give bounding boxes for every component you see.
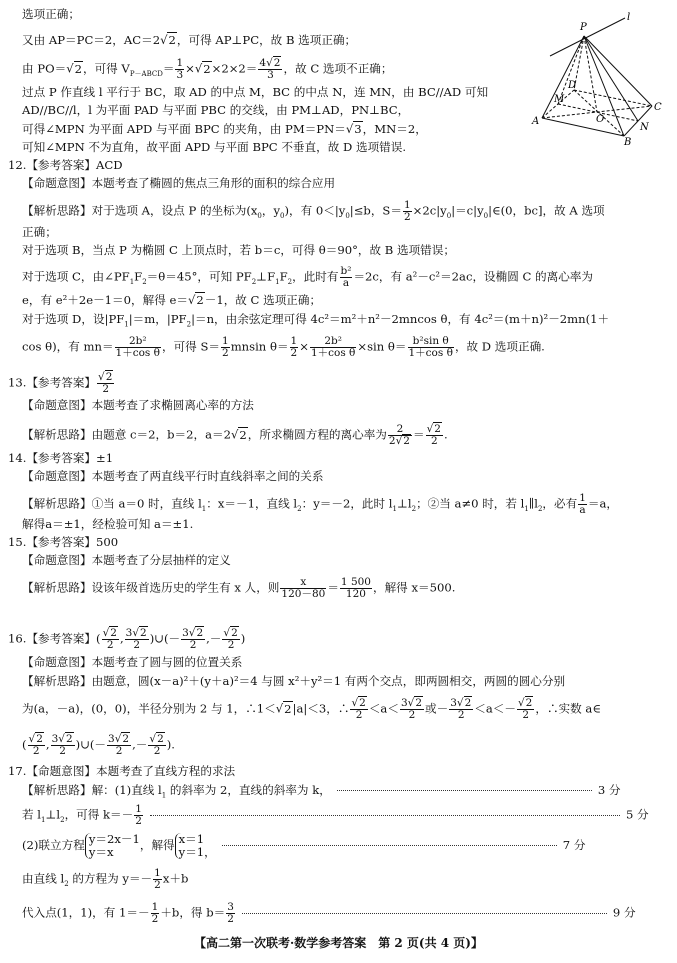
q13-solution: 【解析思路】由题意 c＝2，b＝2，a＝2√2，所求椭圆方程的离心率为 $\frac{2}{2√2}$ ＝ $\frac{√2}{2}$ .: [22, 423, 448, 447]
q14-line2: 解得a＝±1，经检验可知 a＝±1.: [22, 517, 194, 531]
fig-label-p: P: [580, 22, 587, 33]
q15-answer: 15.【参考答案】500: [8, 535, 119, 549]
q16-intent: 【命题意图】本题考查了圆与圆的位置关系: [22, 655, 243, 669]
q12-option-d: 对于选项 D，设$|PF_1|=m$，$|PF_2|=n$，由余弦定理可得 4c²＝m²＋n²－2mncos θ，有 4c²＝(m＋n)²－2mn(1＋: [22, 312, 610, 329]
q14-answer: 14.【参考答案】±1: [8, 451, 114, 465]
q11-line7: 可知∠MPN 不为直角，故平面 APD 与平面 BPC 不垂直，故 D 选项错误.: [22, 140, 407, 154]
q16-solution: 【解析思路】由题意，圆(x－a)²＋(y＋a)²＝4 与圆 x²＋y²＝1 有两个交点，即两圆相交，两圆的圆心分别: [22, 674, 566, 688]
q12-option-b: 对于选项 B，当点 P 为椭圆 C 上顶点时，若 b＝c，可得 θ＝90°，故 B 选项错误；: [22, 243, 455, 257]
q17-intent: 17.【命题意图】本题考查了直线方程的求法: [8, 764, 236, 778]
q11-line1: 选项正确；: [22, 7, 80, 21]
fig-label-c: C: [654, 102, 662, 113]
q11-line3: 由 PO＝√2，可得 $V_{P-ABCD}=$ $\frac{1}{3}$ ×√2×2×2＝ $\frac{4√2}{3}$ ，故 C 选项不正确；: [22, 57, 393, 81]
fig-label-d: D: [568, 80, 577, 91]
q15-solution: 【解析思路】设该年级首选历史的学生有 x 人，则 $\frac{x}{120-80}$ ＝ $\frac{1 500}{120}$ ，解得 x＝500.: [22, 576, 456, 600]
q17-part2: (2)联立方程 y＝2x－1 y＝x ，解得 x＝1 y＝1， 7 分: [22, 832, 586, 859]
fig-label-o: O: [596, 114, 605, 125]
q12-solution-a: 【解析思路】对于选项 A，设点 P 的坐标为($x_0$，$y_0$)，有 $0<|y_0|\le b$，S＝ $\frac{1}{2}$ $\times 2c|y_0|=c|y_0|\in(0$，bc]，故 A 选项: [22, 199, 605, 223]
fig-label-b: B: [624, 137, 632, 146]
q11-line4: 过点 P 作直线 l 平行于 BC，取 AD 的中点 M，BC 的中点 N，连 MN，由 BC//AD 可知: [22, 85, 489, 99]
q17-line4: 由直线 $l_2$ 的方程为 y＝－ $\frac{1}{2}$ x＋b: [22, 867, 189, 891]
fig-label-a: A: [532, 116, 540, 127]
q17-line2: 若 $l_1\perp l_2$，可得 k＝－ $\frac{1}{2}$ 5 分: [22, 803, 649, 827]
q12-line7: cos θ)，有 mn＝ $\frac{\text{2b²}}{\text{1＋cos θ}}$ ，可得 S＝ $\frac{1}{2}$ mnsin θ＝ $\frac{1}{2}$ × $\frac{\text{2b²}}{\text{1＋cos θ}}$ ×sin θ＝ $\frac{\text{b²sin θ}}{\text{1＋cos θ}}$ ，故 D 选项正确.: [22, 335, 545, 359]
q14-intent: 【命题意图】本题考查了两直线平行时直线斜率之间的关系: [22, 469, 324, 483]
q13-answer: 13.【参考答案】 $\frac{√2}{2}$: [8, 371, 113, 395]
q12-intent: 【命题意图】本题考查了椭圆的焦点三角形的面积的综合应用: [22, 176, 336, 190]
page-footer: 【高二第一次联考·数学参考答案 第 2 页(共 4 页)】: [194, 936, 483, 950]
fig-label-l: l: [627, 12, 631, 23]
fig-label-n: N: [640, 122, 649, 133]
q14-solution: 【解析思路】①当 a＝0 时，直线 $l_1$：x＝－1，直线 $l_2$：y＝－2，此时 $l_1\perp l_2$；②当 a≠0 时，若 $l_1\parallel l_2$，必有 $\frac{1}{a}$ ＝a，: [22, 492, 619, 516]
q11-line6: 可得∠MPN 为平面 APD 与平面 BPC 的夹角，由 PM＝PN＝√3，MN＝2，: [22, 122, 427, 136]
q16-line3: ( $\frac{√2}{2}$ , $\frac{3√2}{2}$ )∪(－ $\frac{3√2}{2}$ ,－ $\frac{√2}{2}$ ).: [22, 733, 175, 757]
q12-answer: 12.【参考答案】ACD: [8, 158, 123, 172]
q17-line5: 代入点(1，1)，有 1＝－ $\frac{1}{2}$ ＋b，得 b＝ $\frac{3}{2}$ 9 分: [22, 901, 636, 925]
q15-intent: 【命题意图】本题考查了分层抽样的定义: [22, 553, 231, 567]
pyramid-figure: [530, 8, 665, 146]
q11-line2: 又由 AP＝PC＝2，AC＝2√2，可得 AP⊥PC，故 B 选项正确；: [22, 33, 357, 47]
q12-line2: 正确；: [22, 225, 57, 239]
q17-part1: 【解析思路】解：(1)直线 $l_1$ 的斜率为 2，直线的斜率为 k， 3 分: [22, 783, 621, 800]
q12-line5: e，有 e²＋2e－1＝0，解得 e＝√2－1，故 C 选项正确；: [22, 293, 322, 307]
q13-intent: 【命题意图】本题考查了求椭圆离心率的方法: [22, 398, 254, 412]
q16-answer: 16.【参考答案】( $\frac{√2}{2}$ , $\frac{3√2}{2}$ )∪(－ $\frac{3√2}{2}$ ,－ $\frac{√2}{2}$ ): [8, 627, 246, 651]
q11-line5: AD//BC//l，l 为平面 PAD 与平面 PBC 的交线，由 PM⊥AD，PN⊥BC，: [22, 103, 410, 117]
q12-option-c: 对于选项 C，由$\angle PF_1F_2=\theta=45^\circ$，可知 $PF_2\perp F_1F_2$，此时有 $\frac{\text{b²}}{a}$ ＝2c，有 a²－c²＝2ac，设椭圆 C 的离心率为: [22, 265, 594, 289]
q16-line2: 为(a，－a)，(0，0)，半径分别为 2 与 1，∴1＜√2|a|＜3，∴ $\frac{√2}{2}$ ＜a＜ $\frac{3√2}{2}$ 或－ $\frac{3√2}{2}$ ＜a＜－ $\frac{√2}{2}$ ，∴实数 a∈: [22, 697, 601, 721]
fig-label-m: M: [554, 94, 565, 105]
